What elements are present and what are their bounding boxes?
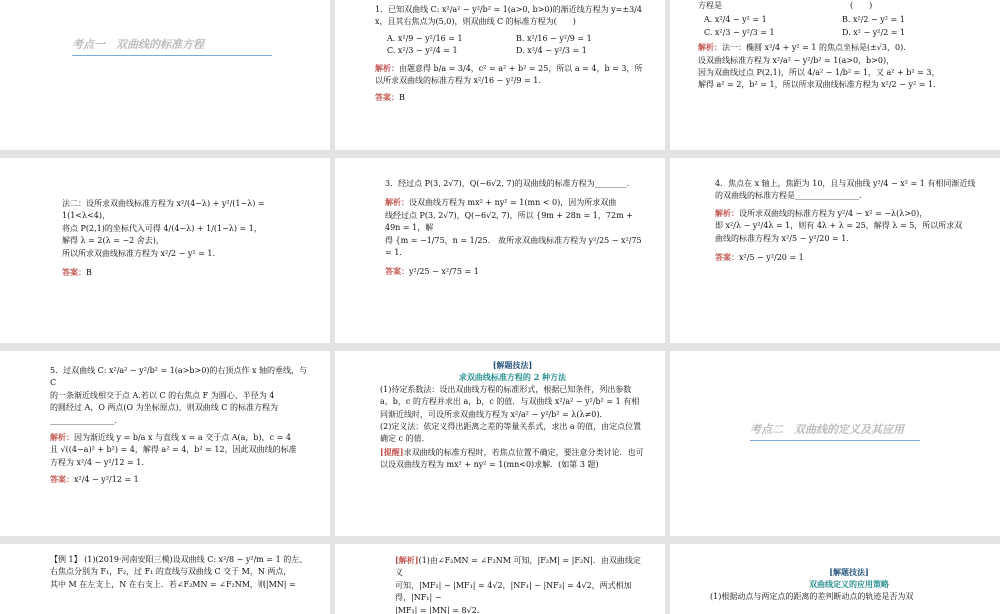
- answer-value: B: [399, 93, 405, 103]
- solution-line-2: 设双曲线标准方程为 x²/a² − y²/b² = 1(a>0，b>0)，: [698, 55, 895, 65]
- answer-label: 答案：: [715, 251, 739, 262]
- question-5-line-2: 的一条渐近线相交于点 A.若以 C 的右焦点 F 为圆心、半径为 4: [50, 390, 275, 400]
- option-a: A. x²/9 − y²/16 = 1: [387, 33, 463, 43]
- solution-label: 解析：: [50, 431, 74, 442]
- technique-title: 求双曲线标准方程的 2 种方法: [458, 372, 567, 383]
- option-b: B. x²/2 − y² = 1: [842, 15, 905, 25]
- answer-value: B: [86, 267, 92, 277]
- slide-5[interactable]: [335, 158, 665, 343]
- question-4-line-1: 4．焦点在 x 轴上，焦距为 10，且与双曲线 y²/4 − x² = 1 有相同渐近线: [715, 179, 976, 188]
- slide-10[interactable]: [0, 544, 330, 614]
- solution-line-1: 因为渐近线 y = b/a x 与直线 x = a 交于点 A(a，b)，c = 4: [74, 432, 292, 442]
- slide-11[interactable]: [335, 544, 665, 614]
- solution-label: [解析]: [395, 555, 419, 565]
- solution-line-3: |MF₁| = |MN| = 8√2.: [395, 605, 480, 614]
- question-2-tail: 方程是 ( ): [698, 1, 873, 10]
- option-a: A. x²/4 − y² = 1: [704, 15, 767, 25]
- question-1: 1．已知双曲线 C: x²/a² − y²/b² = 1(a>0, b>0)的渐近线方程为 y=±3/4 x，且其右焦点为(5,0)，则双曲线 C 的标准方程为( ): [375, 5, 642, 27]
- solution-label: 解析：: [715, 207, 739, 218]
- slide-3[interactable]: [670, 0, 1000, 150]
- answer-value: x²/4 − y²/12 = 1: [74, 475, 139, 485]
- answer-value: y²/25 − x²/75 = 1: [409, 267, 479, 277]
- solution-line-1: (1)由∠F₂MN = ∠F₂NM 可知，|F₂M| = |F₂N|．由双曲线定义: [395, 556, 641, 578]
- solution-line-2: 线经过点 P(3, 2√7)，Q(−6√2, 7)，所以 {9m + 28n = 1，72m + 49n = 1，解: [385, 210, 633, 233]
- question-5-line-4: ________________.: [50, 415, 117, 425]
- solution-text: 由题意得 b/a = 3/4，c² = a² + b² = 25，所以 a = 4，b = 3，所以所求双曲线的标准方程为 x²/16 − y²/9 = 1.: [375, 63, 643, 85]
- solution-line-1: 法一：椭圆 x²/4 + y² = 1 的焦点坐标是(±√3，0).: [722, 43, 906, 53]
- answer-label: 答案：: [62, 266, 86, 277]
- solution-line-3: 因为双曲线过点 P(2,1)，所以 4/a² − 1/b² = 1，又 a² + b² = 3，: [698, 67, 940, 77]
- technique-line-1: (1)根据动点与两定点的距离的差判断动点的轨迹是否为双: [710, 591, 914, 601]
- slide-12[interactable]: [670, 544, 1000, 614]
- solution-line-2: 且 √((4−a)² + b²) = 4，解得 a² = 4，b² = 12，因此双曲线的标准: [50, 445, 297, 455]
- technique-para-2: (2)定义法：依定义得出距离之差的等量关系式，求出 a 的值，由定点位置确定 c 的值.: [380, 421, 642, 444]
- solution-line-3: 方程为 x²/4 − y²/12 = 1.: [50, 457, 144, 467]
- solution-line-1: 设所求双曲线的标准方程为 y²/4 − x² = −λ(λ>0)，: [739, 208, 928, 218]
- section-title: 考点一 双曲线的标准方程: [72, 36, 272, 56]
- reminder-text: 求双曲线的标准方程时，若焦点位置不确定，要注意分类讨论．也可以设双曲线方程为 mx² + ny² = 1(mn<0)求解．(如第 3 题): [380, 447, 644, 470]
- slide-9[interactable]: [670, 351, 1000, 536]
- method-2-line-1: 法二：设所求双曲线标准方程为 x²/(4−λ) + y²/(1−λ) = 1(1<λ<4)，: [62, 199, 265, 221]
- answer-label: 答案：: [50, 474, 74, 485]
- method-2-line-4: 所以所求双曲线标准方程为 x²/2 − y² = 1.: [62, 248, 215, 258]
- solution-label: 解析：: [698, 42, 722, 53]
- slide-7[interactable]: [0, 351, 330, 536]
- technique-tag: [解题技法]: [492, 360, 533, 370]
- solution-line-3: 得 {m = −1/75，n = 1/25. 故所求双曲线标准方程为 y²/25 − x²/75 = 1.: [385, 235, 642, 257]
- solution-line-2: 可知，|MF₂| − |MF₁| = 4√2，|NF₁| − |NF₂| = 4√2，两式相加得，|NF₁| −: [395, 580, 632, 603]
- solution-line-2: 即 x²/λ − y²/4λ = 1，则有 4λ + λ = 25，解得 λ = 5，所以所求双: [715, 221, 963, 231]
- solution-label: 解析：: [385, 197, 409, 208]
- technique-para-1: (1)待定系数法：设出双曲线方程的标准形式，根据已知条件，列出参数 a，b，c 的方程并求出 a，b，c 的值．与双曲线 x²/a² − y²/b² = 1 有相同渐近线时，可设所求双曲线方程为 x²/a² − y²/b² = λ(λ≠0).: [380, 384, 640, 419]
- option-c: C. x²/3 − y²/3 = 1: [704, 27, 775, 37]
- solution-line-4: 解得 a² = 2，b² = 1，所以所求双曲线标准方程为 x²/2 − y² = 1.: [698, 80, 936, 90]
- option-d: D. x² − y²/2 = 1: [842, 27, 906, 37]
- slide-6[interactable]: [670, 158, 1000, 343]
- answer-label: 答案：: [385, 266, 409, 277]
- technique-tag: [解题技法]: [829, 567, 869, 577]
- method-2-line-3: 解得 λ = 2(λ = −2 舍去)，: [62, 236, 164, 246]
- section-title: 考点二 双曲线的定义及其应用: [750, 421, 920, 441]
- example-line-1: 【例 1】 (1)(2019·河南安阳三模)设双曲线 C: x²/8 − y²/m = 1 的左、: [50, 555, 308, 564]
- question-3: 3．经过点 P(3, 2√7)，Q(−6√2, 7)的双曲线的标准方程为________.: [385, 179, 630, 188]
- slide-8[interactable]: [335, 351, 665, 536]
- answer-value: x²/5 − y²/20 = 1: [739, 252, 804, 262]
- example-line-2: 右焦点分别为 F₁，F₂，过 F₁ 的直线与双曲线 C 交于 M，N 两点，: [50, 567, 292, 577]
- question-5-line-3: 的圆经过 A，O 两点(O 为坐标原点)，则双曲线 C 的标准方程为: [50, 403, 278, 413]
- reminder-label: [提醒]: [380, 446, 404, 457]
- option-c: C. x²/3 − y²/4 = 1: [387, 46, 458, 56]
- method-2-line-2: 将点 P(2,1)的坐标代入可得 4/(4−λ) + 1/(1−λ) = 1，: [62, 223, 262, 233]
- solution-line-3: 曲线的标准方程为 x²/5 − y²/20 = 1.: [715, 233, 849, 243]
- solution-label: 解析：: [375, 62, 399, 73]
- technique-title: 双曲线定义的应用策略: [809, 579, 889, 590]
- slide-4[interactable]: [0, 158, 330, 343]
- example-line-3: 其中 M 在左支上，N 在右支上．若∠F₂MN = ∠F₂NM，则|MN| =: [50, 579, 296, 589]
- slide-2[interactable]: [335, 0, 665, 150]
- solution-line-1: 设双曲线方程为 mx² + ny² = 1(mn < 0)，因为所求双曲: [409, 198, 617, 208]
- option-d: D. x²/4 − y²/3 = 1: [516, 46, 587, 56]
- question-4-line-2: 的双曲线的标准方程是________________.: [715, 191, 862, 201]
- option-b: B. x²/16 − y²/9 = 1: [516, 33, 592, 43]
- question-5-line-1: 5．过双曲线 C: x²/a² − y²/b² = 1(a>b>0)的右顶点作 x 轴的垂线，与 C: [50, 366, 308, 388]
- slide-1[interactable]: [0, 0, 330, 150]
- answer-label: 答案：: [375, 92, 399, 103]
